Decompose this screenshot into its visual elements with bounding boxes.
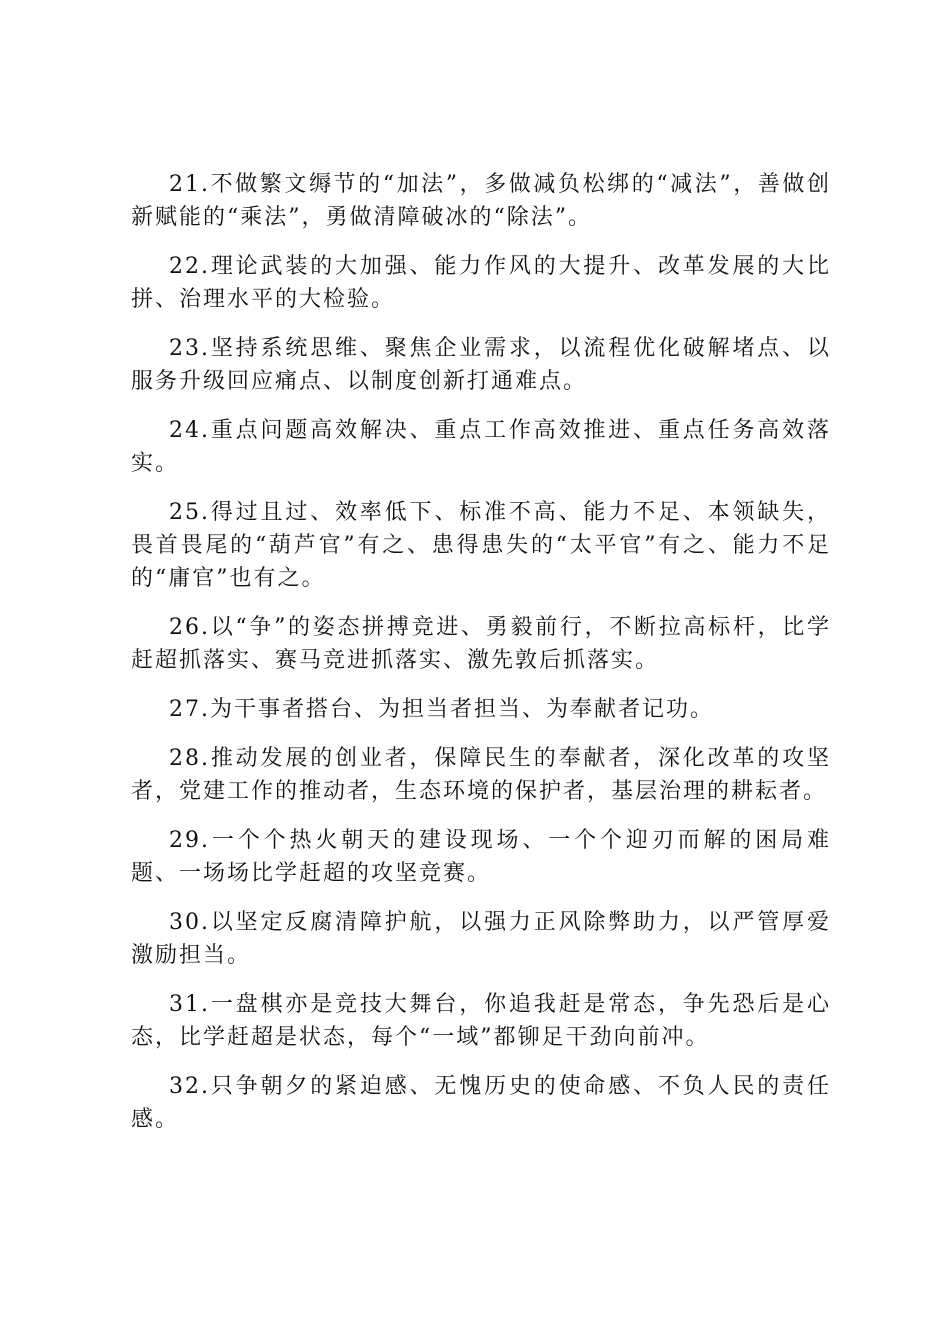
- paragraph-32: 32.只争朝夕的紧迫感、无愧历史的使命感、不负人民的责任感。: [131, 1074, 831, 1132]
- paragraph-22: 22.理论武装的大加强、能力作风的大提升、改革发展的大比拼、治理水平的大检验。: [131, 254, 831, 312]
- paragraph-28: 28.推动发展的创业者，保障民生的奉献者，深化改革的攻坚者，党建工作的推动者，生态环境的保护者，基层治理的耕耘者。: [131, 746, 831, 804]
- paragraph-30: 30.以坚定反腐清障护航，以强力正风除弊助力，以严管厚爱激励担当。: [131, 910, 831, 968]
- paragraph-29: 29.一个个热火朝天的建设现场、一个个迎刃而解的困局难题、一场场比学赶超的攻坚竞赛。: [131, 828, 831, 886]
- paragraph-31: 31.一盘棋亦是竞技大舞台，你追我赶是常态，争先恐后是心态，比学赶超是状态，每个“一域”都铆足干劲向前冲。: [131, 992, 831, 1050]
- paragraph-24: 24.重点问题高效解决、重点工作高效推进、重点任务高效落实。: [131, 418, 831, 476]
- paragraph-23: 23.坚持系统思维、聚焦企业需求，以流程优化破解堵点、以服务升级回应痛点、以制度创新打通难点。: [131, 336, 831, 394]
- document-body: [131, 168, 831, 1152]
- paragraph-26: 26.以“争”的姿态拼搏竞进、勇毅前行，不断拉高标杆，比学赶超抓落实、赛马竞进抓落实、激先敦后抓落实。: [131, 615, 831, 673]
- paragraph-21: 21.不做繁文缛节的“加法”，多做减负松绑的“减法”，善做创新赋能的“乘法”，勇做清障破冰的“除法”。: [131, 172, 831, 230]
- paragraph-27: 27.为干事者搭台、为担当者担当、为奉献者记功。: [169, 697, 714, 722]
- paragraph-25: 25.得过且过、效率低下、标准不高、能力不足、本领缺失，畏首畏尾的“葫芦官”有之、患得患失的“太平官”有之、能力不足的“庸官”也有之。: [131, 500, 831, 591]
